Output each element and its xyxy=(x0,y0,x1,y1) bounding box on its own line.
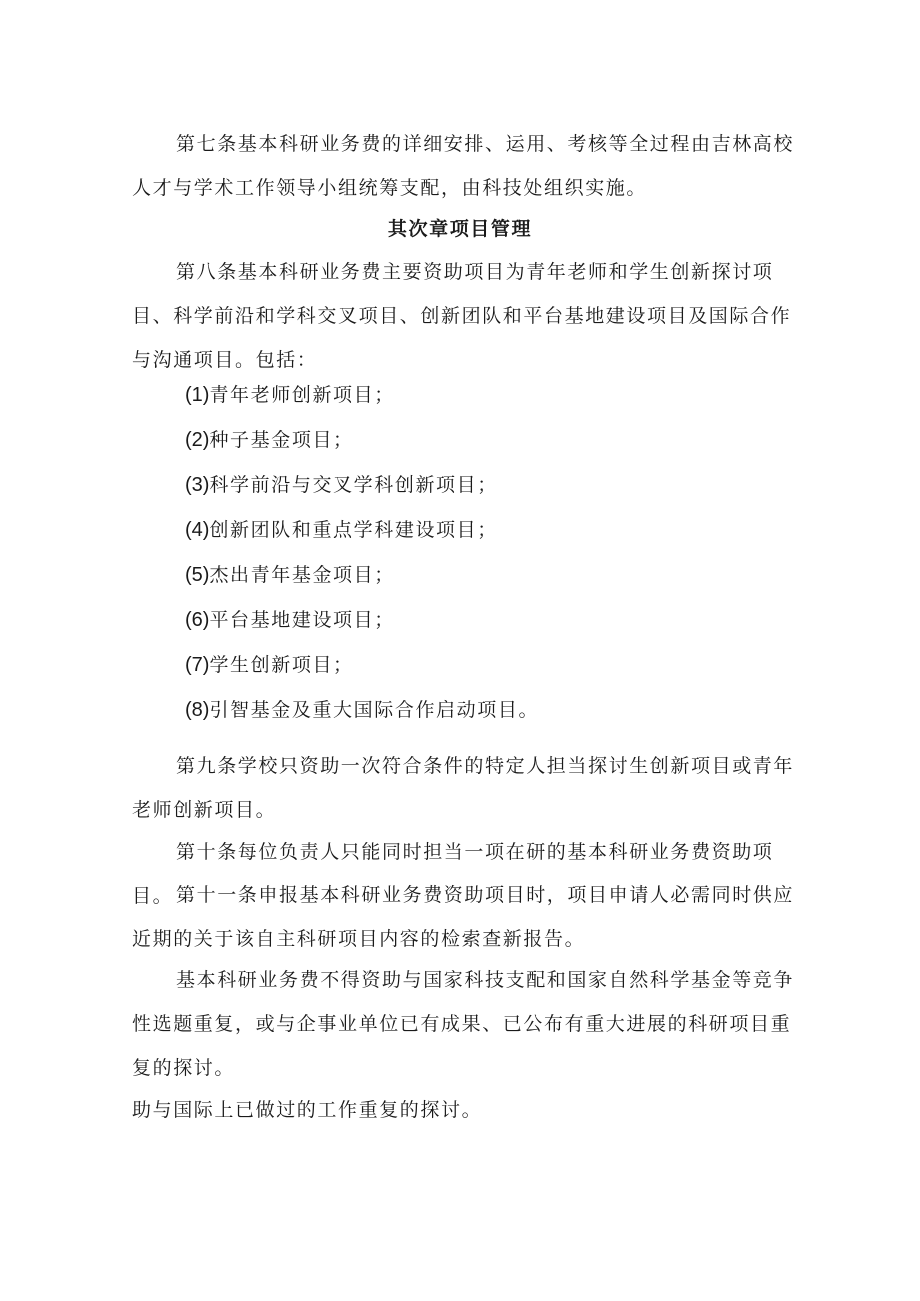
restriction-paragraph: 基本科研业务费不得资助与国家科技支配和国家自然科学基金等竞争性选题重复，或与企事业单位已有成果、已公布有重大进展的科研项目重复的探讨。 xyxy=(132,969,795,1079)
list-item xyxy=(185,560,395,587)
list-item-number: (6) xyxy=(185,609,210,631)
list-item xyxy=(185,425,354,452)
list-item-text: 种子基金项目； xyxy=(209,429,354,451)
list-item xyxy=(185,515,498,542)
list-item-text: 青年老师创新项目； xyxy=(209,384,395,406)
list-item-text: 科学前沿与交叉学科创新项目； xyxy=(209,474,498,496)
list-item-text: 引智基金及重大国际合作启动项目。 xyxy=(209,699,540,721)
article-9-paragraph: 第九条学校只资助一次符合条件的特定人担当探讨生创新项目或青年老师创新项目。 xyxy=(132,755,795,821)
trailing-fragment: 助与国际上已做过的工作重复的探讨。 xyxy=(132,1099,483,1121)
article-11-paragraph: 第十一条申报基本科研业务费资助项目时，项目申请人必需同时供应近期的关于该自主科研项目内容的检索查新报告。 xyxy=(132,884,795,950)
list-item-text: 创新团队和重点学科建设项目； xyxy=(209,519,498,541)
list-item-number: (5) xyxy=(185,564,210,586)
list-item-number: (1) xyxy=(185,384,210,406)
list-item-number: (2) xyxy=(185,429,210,451)
article-10-paragraph: 第十条每位负责人只能同时担当一项在研的基本科研业务费资助项目。 xyxy=(132,841,774,907)
list-item-text: 学生创新项目； xyxy=(209,654,354,676)
chapter-heading: 其次章项目管理 xyxy=(387,218,533,240)
list-item xyxy=(185,470,498,497)
article-8-paragraph: 第八条基本科研业务费主要资助项目为青年老师和学生创新探讨项目、科学前沿和学科交叉项目、创新团队和平台基地建设项目及国际合作与沟通项目。包括： xyxy=(132,261,792,371)
list-item-number: (7) xyxy=(185,654,210,676)
list-item-number: (4) xyxy=(185,519,210,541)
list-item-number: (8) xyxy=(185,699,210,721)
article-7-paragraph: 第七条基本科研业务费的详细安排、运用、考核等全过程由吉林高校人才与学术工作领导小组统筹支配，由科技处组织实施。 xyxy=(132,133,795,199)
list-item xyxy=(185,605,395,632)
list-item-text: 平台基地建设项目； xyxy=(209,609,395,631)
list-item-text: 杰出青年基金项目； xyxy=(209,564,395,586)
list-item-number: (3) xyxy=(185,474,210,496)
list-item xyxy=(185,695,539,722)
list-item xyxy=(185,650,354,677)
list-item xyxy=(185,380,395,407)
